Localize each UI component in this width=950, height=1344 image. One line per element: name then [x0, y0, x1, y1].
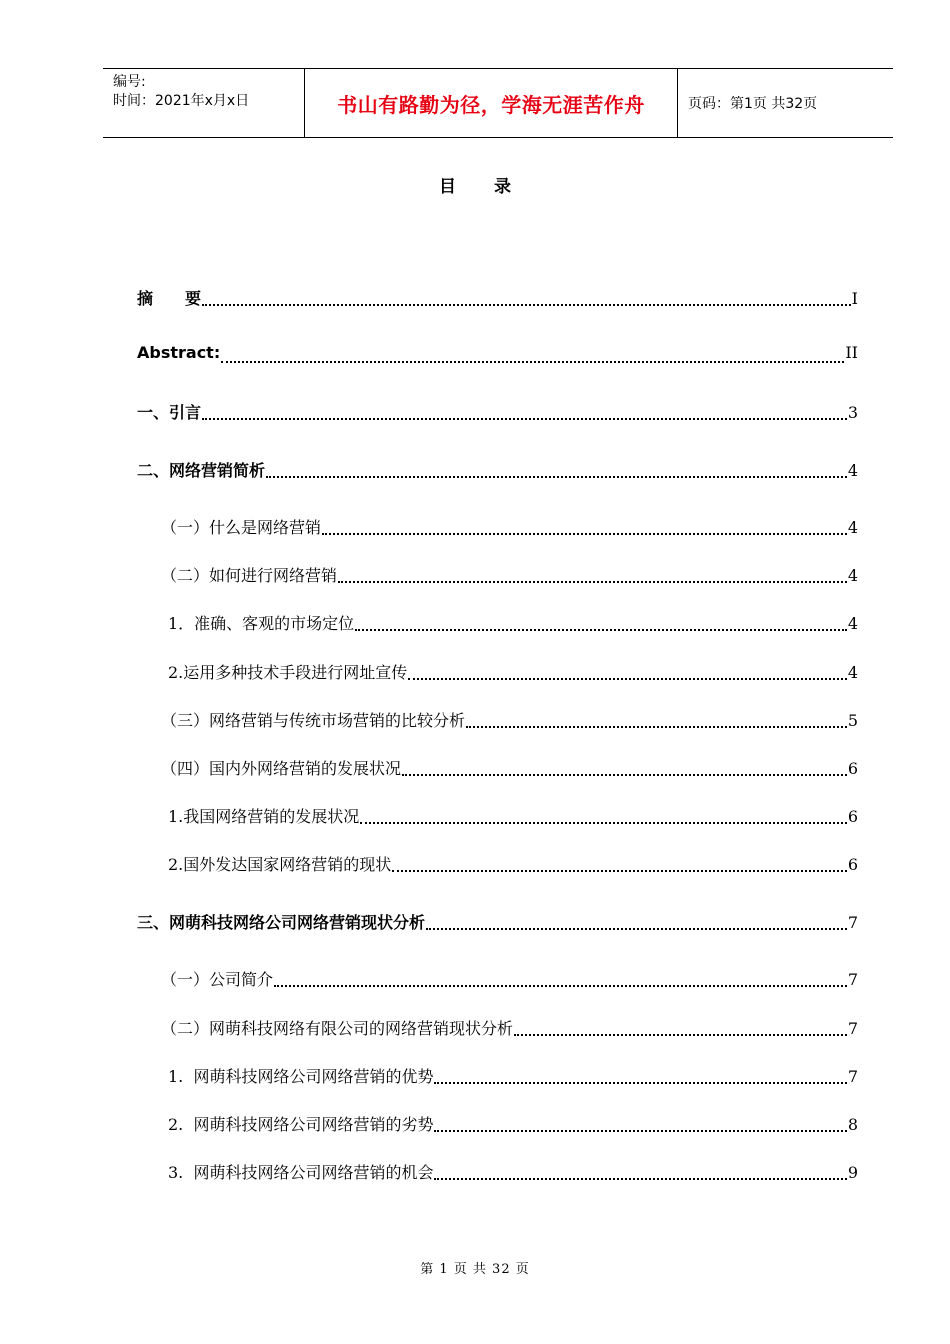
toc-title: 目 录 — [439, 177, 527, 197]
toc-entry-page: 4 — [847, 566, 858, 585]
toc-entry[interactable] — [168, 1112, 858, 1136]
toc-entry[interactable] — [168, 1064, 858, 1088]
toc-entry[interactable] — [137, 910, 858, 934]
header-slogan-cell — [304, 69, 678, 137]
toc-entry-page: 7 — [847, 970, 858, 989]
toc-entry[interactable] — [137, 343, 858, 367]
toc-leader — [202, 304, 851, 306]
toc-entry-label: 2. 网萌科技网络公司网络营销的劣势 — [168, 1115, 434, 1134]
toc-entry-page: II — [845, 343, 858, 362]
toc-entry[interactable] — [168, 611, 858, 635]
toc-entry-label: Abstract: — [137, 343, 221, 362]
toc-entry-label: （四）国内外网络营销的发展状况 — [161, 759, 402, 778]
toc-leader — [434, 1130, 846, 1132]
toc-leader — [392, 870, 847, 872]
toc-entry-page: 7 — [847, 1067, 858, 1086]
toc-entry-page: 8 — [847, 1115, 858, 1134]
toc-leader — [426, 928, 847, 930]
toc-entry-page: 4 — [847, 663, 858, 682]
toc-entry-label: 3. 网萌科技网络公司网络营销的机会 — [168, 1163, 434, 1182]
toc-entry-page: 6 — [847, 759, 858, 778]
time-label: 时间：2021年x月x日 — [113, 93, 250, 109]
toc-leader — [322, 533, 847, 535]
toc-entry-page: 4 — [847, 518, 858, 537]
toc-entry-label: （三）网络营销与传统市场营销的比较分析 — [161, 711, 466, 730]
toc-leader — [355, 629, 847, 631]
toc-leader — [434, 1082, 846, 1084]
toc-entry-label: 一、引言 — [137, 403, 202, 422]
toc-entry[interactable] — [168, 852, 858, 876]
toc-leader — [408, 678, 847, 680]
toc-entry-label: （二）如何进行网络营销 — [161, 566, 338, 585]
toc-entry-label: 1．准确、客观的市场定位 — [168, 614, 355, 633]
header-meta — [103, 69, 304, 137]
page-footer: 第 1 页 共 32 页 — [420, 1262, 530, 1277]
toc-entry-label: 三、网萌科技网络公司网络营销现状分析 — [137, 913, 426, 932]
header-slogan: 书山有路勤为径，学海无涯苦作舟 — [337, 92, 645, 117]
toc-entry-label: 二、网络营销简析 — [137, 461, 266, 480]
toc-entry[interactable] — [137, 286, 858, 310]
toc-entry-page: 6 — [847, 807, 858, 826]
toc-entry[interactable] — [161, 563, 858, 587]
toc-entry-label: 摘 要 — [137, 289, 202, 308]
toc-entry[interactable] — [161, 515, 858, 539]
toc-entry-label: （一）什么是网络营销 — [161, 518, 322, 537]
toc-entry-label: 2.运用多种技术手段进行网址宣传 — [168, 663, 408, 682]
toc-entry[interactable] — [168, 660, 858, 684]
toc-leader — [360, 822, 847, 824]
toc-entry[interactable] — [137, 400, 858, 424]
toc-entry[interactable] — [161, 967, 858, 991]
toc-entry-page: 4 — [847, 614, 858, 633]
toc-leader — [514, 1034, 847, 1036]
toc-leader — [434, 1178, 846, 1180]
number-label: 编号: — [113, 74, 146, 90]
toc-entry-label: 2.国外发达国家网络营销的现状 — [168, 855, 392, 874]
toc-entry-page: 3 — [847, 403, 858, 422]
toc-entry-page: 5 — [847, 711, 858, 730]
toc-entry-page: 4 — [847, 461, 858, 480]
toc-entry-page: 7 — [847, 913, 858, 932]
toc-entry-label: （二）网萌科技网络有限公司的网络营销现状分析 — [161, 1019, 514, 1038]
toc-entry-label: 1. 网萌科技网络公司网络营销的优势 — [168, 1067, 434, 1086]
toc-leader — [402, 774, 847, 776]
toc-entry[interactable] — [137, 458, 858, 482]
toc-entry[interactable] — [161, 708, 858, 732]
toc-entry-page: 7 — [847, 1019, 858, 1038]
toc-entry[interactable] — [168, 1160, 858, 1184]
toc-entry-label: 1.我国网络营销的发展状况 — [168, 807, 360, 826]
toc-leader — [266, 476, 847, 478]
toc-entry-label: （一）公司简介 — [161, 970, 274, 989]
toc-entry[interactable] — [168, 804, 858, 828]
toc-leader — [274, 985, 847, 987]
toc-entry-page: I — [851, 289, 858, 308]
toc-leader — [338, 581, 847, 583]
page-header — [103, 68, 893, 138]
toc-entry-page: 9 — [847, 1163, 858, 1182]
toc-entry-page: 6 — [847, 855, 858, 874]
toc-leader — [221, 361, 844, 363]
toc-entry[interactable] — [161, 1016, 858, 1040]
toc-leader — [466, 726, 847, 728]
header-page-info: 页码：第1页 共32页 — [688, 96, 818, 112]
toc-entry[interactable] — [161, 756, 858, 780]
toc-leader — [202, 418, 847, 420]
